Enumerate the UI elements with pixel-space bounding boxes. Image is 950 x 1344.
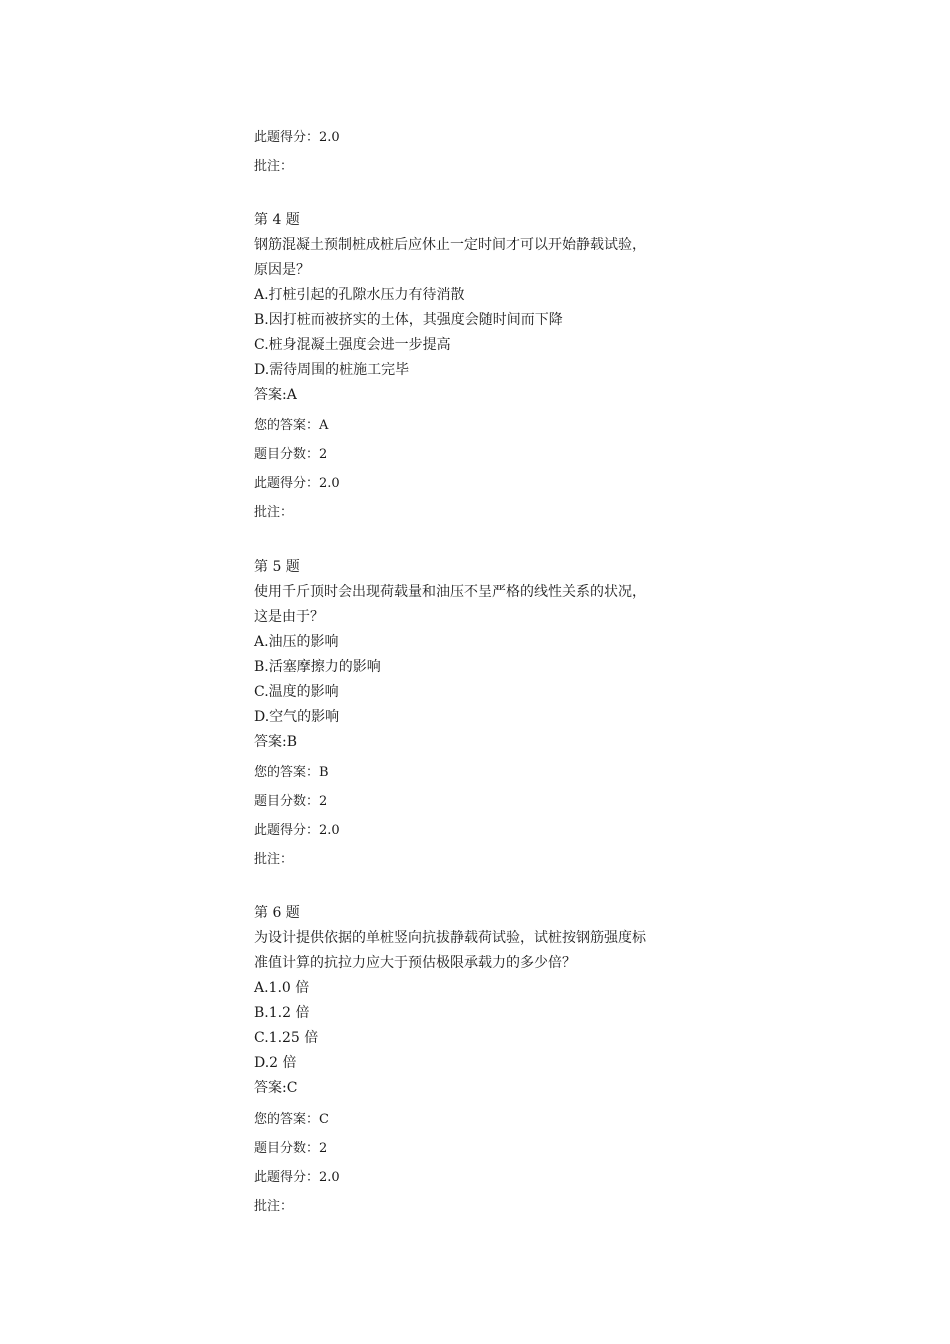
correct-answer: 答案:A	[254, 387, 297, 403]
comment-label: 批注：	[254, 159, 294, 174]
question-text-line-2: 原因是？	[254, 262, 310, 278]
question-4-result	[254, 411, 714, 527]
question-title: 第 4 题	[254, 212, 300, 228]
comment-label: 批注：	[254, 505, 294, 520]
question-text-line-2: 准值计算的抗拉力应大于预估极限承载力的多少倍？	[254, 955, 576, 971]
score-got: 此题得分：2.0	[254, 130, 340, 145]
score-got: 此题得分：2.0	[254, 476, 340, 491]
option-a: A.1.0 倍	[254, 980, 310, 996]
your-answer: 您的答案：C	[254, 1112, 329, 1127]
question-5	[254, 555, 714, 755]
option-c: C.温度的影响	[254, 684, 339, 700]
comment-label: 批注：	[254, 852, 294, 867]
question-title: 第 5 题	[254, 559, 300, 575]
correct-answer: 答案:B	[254, 734, 298, 750]
option-d: D.需待周围的桩施工完毕	[254, 362, 410, 378]
option-a: A.油压的影响	[254, 634, 339, 650]
question-5-result	[254, 758, 714, 874]
option-c: C.1.25 倍	[254, 1030, 319, 1046]
option-d: D.2 倍	[254, 1055, 297, 1071]
option-b: B.因打桩而被挤实的土体，其强度会随时间而下降	[254, 312, 563, 328]
question-text-line-1: 为设计提供依据的单桩竖向抗拔静载荷试验，试桩按钢筋强度标	[254, 930, 646, 946]
option-a: A.打桩引起的孔隙水压力有待消散	[254, 287, 465, 303]
option-c: C.桩身混凝土强度会进一步提高	[254, 337, 451, 353]
question-score: 题目分数：2	[254, 794, 328, 809]
option-b: B.活塞摩擦力的影响	[254, 659, 381, 675]
score-got: 此题得分：2.0	[254, 823, 340, 838]
question-6-result	[254, 1105, 714, 1221]
your-answer: 您的答案：A	[254, 418, 329, 433]
question-score: 题目分数：2	[254, 1141, 328, 1156]
question-text-line-2: 这是由于？	[254, 609, 324, 625]
correct-answer: 答案:C	[254, 1080, 298, 1096]
question-text-line-1: 钢筋混凝土预制桩成桩后应休止一定时间才可以开始静载试验，	[254, 237, 646, 253]
your-answer: 您的答案：B	[254, 765, 329, 780]
question-score: 题目分数：2	[254, 447, 328, 462]
comment-label: 批注：	[254, 1199, 294, 1214]
question-6	[254, 901, 714, 1101]
prev-question-tail	[254, 123, 714, 181]
question-text-line-1: 使用千斤顶时会出现荷载量和油压不呈严格的线性关系的状况，	[254, 584, 646, 600]
option-d: D.空气的影响	[254, 709, 340, 725]
question-title: 第 6 题	[254, 905, 300, 921]
option-b: B.1.2 倍	[254, 1005, 310, 1021]
score-got: 此题得分：2.0	[254, 1170, 340, 1185]
question-4	[254, 208, 714, 408]
